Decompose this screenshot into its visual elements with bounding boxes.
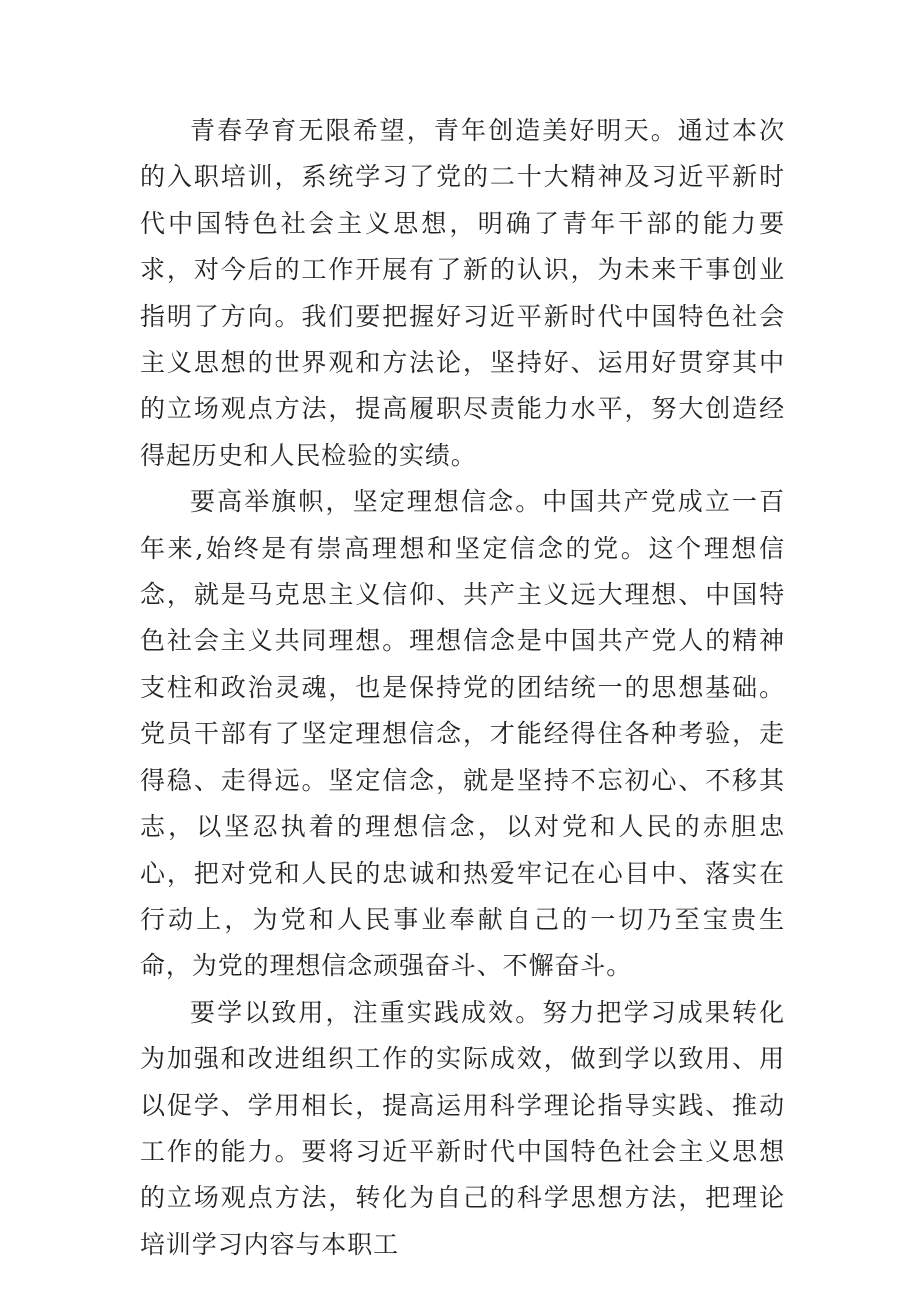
document-body [140,108,785,1268]
paragraph-intro: 青春孕育无限希望，青年创造美好明天。通过本次的入职培训，系统学习了党的二十大精神及习近平新时代中国特色社会主义思想，明确了青年干部的能力要求，对今后的工作开展有了新的认识，为未来干事创业指明了方向。我们要把握好习近平新时代中国特色社会主义思想的世界观和方法论，坚持好、运用好贯穿其中的立场观点方法，提高履职尽责能力水平，努大创造经得起历史和人民检验的实绩。 [140,116,785,470]
paragraph-ideals: 要高举旗帜，坚定理想信念。中国共产党成立一百年来,始终是有崇高理想和坚定信念的党。这个理想信念，就是马克思主义信仰、共产主义远大理想、中国特色社会主义共同理想。理想信念是中国共产党人的精神支柱和政治灵魂，也是保持党的团结统一的思想基础。党员干部有了坚定理想信念，才能经得住各种考验，走得稳、走得远。坚定信念，就是坚持不忘初心、不移其志，以坚忍执着的理想信念，以对党和人民的赤胆忠心，把对党和人民的忠诚和热爱牢记在心目中、落实在行动上，为党和人民事业奉献自己的一切乃至宝贵生命，为党的理想信念顽强奋斗、不懈奋斗。 [140,487,785,981]
paragraph-practice: 要学以致用，注重实践成效。努力把学习成果转化为加强和改进组织工作的实际成效，做到学以致用、用以促学、学用相长，提高运用科学理论指导实践、推动工作的能力。要将习近平新时代中国特色社会主义思想的立场观点方法，转化为自己的科学思想方法，把理论培训学习内容与本职工 [140,997,785,1259]
